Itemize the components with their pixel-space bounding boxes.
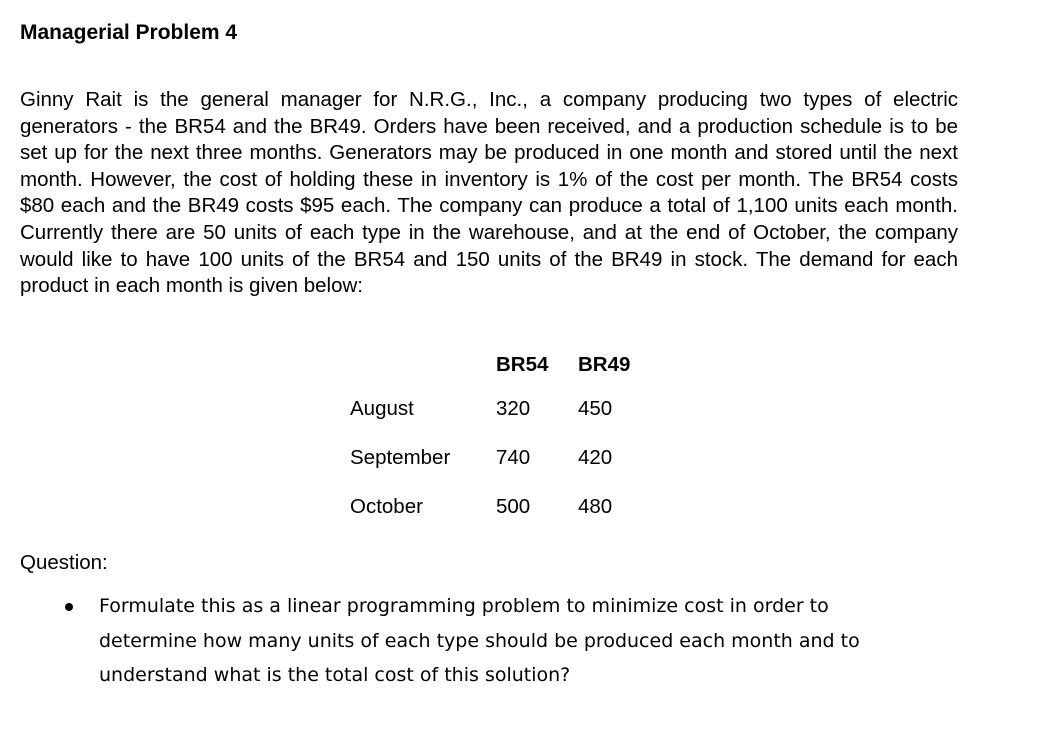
- month-cell: August: [350, 396, 414, 420]
- demand-table: [340, 346, 648, 531]
- header-month: [340, 346, 496, 384]
- month-cell: September: [350, 445, 451, 469]
- table-row: [340, 433, 648, 482]
- br49-cell: 450: [578, 396, 613, 420]
- table-row: [340, 482, 648, 531]
- question-label: Question:: [20, 551, 108, 574]
- br49-cell: 480: [578, 494, 613, 518]
- table-header-row: [340, 346, 648, 384]
- table-row: [340, 384, 648, 433]
- header-br54: BR54: [496, 353, 549, 376]
- question-text: Formulate this as a linear programming problem to minimize cost in order to determine how many units of each type should be produced each month and to understand what is the total cost of this solution?: [99, 595, 860, 686]
- document-title: Managerial Problem 4: [20, 21, 238, 44]
- month-cell: October: [350, 494, 423, 518]
- br49-cell: 420: [578, 445, 613, 469]
- bullet-icon: [58, 596, 80, 618]
- header-br49: BR49: [578, 353, 631, 376]
- br54-cell: 500: [496, 494, 531, 518]
- br54-cell: 320: [496, 396, 531, 420]
- problem-description: Ginny Rait is the general manager for N.R.G., Inc., a company producing two types of electric generators - the BR54 and the BR49. Orders have been received, and a production schedule is to be set up for the next three months. Generators may be produced in one month and stored until the next month. However, the cost of holding these in inventory is 1% of the cost per month. The BR54 costs $80 each and the BR49 costs $95 each. The company can produce a total of 1,100 units each month. Currently there are 50 units of each type in the warehouse, and at the end of October, the company would like to have 100 units of the BR54 and 150 units of the BR49 in stock. The demand for each product in each month is given below:: [20, 88, 958, 298]
- br54-cell: 740: [496, 445, 531, 469]
